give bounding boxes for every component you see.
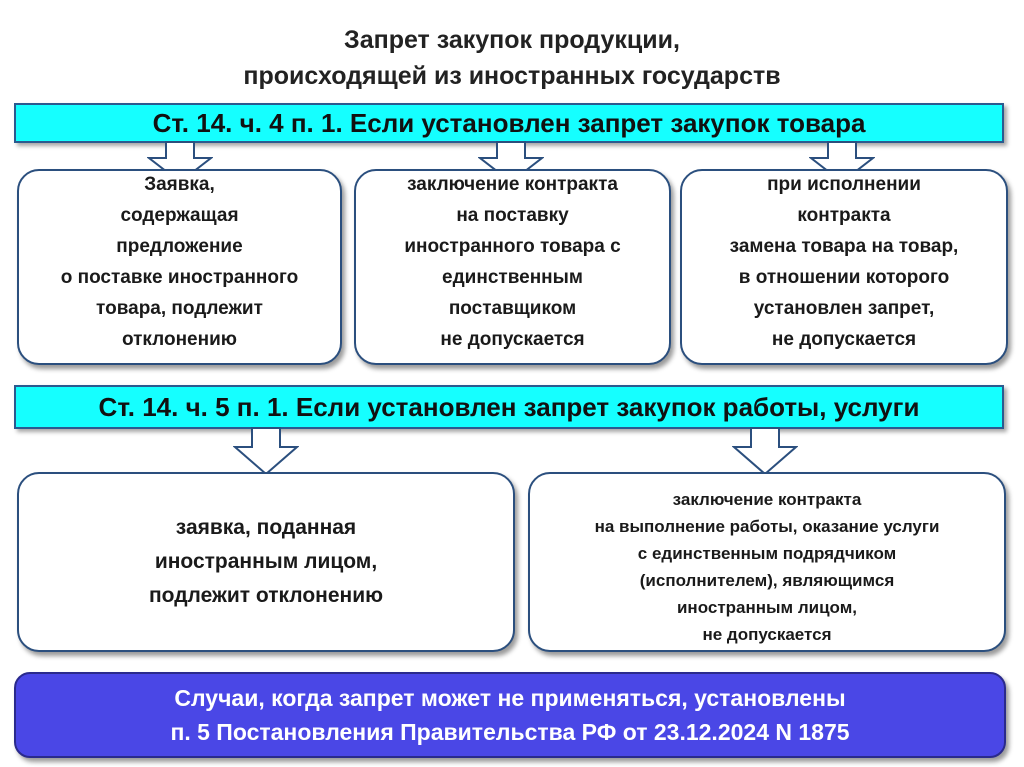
box-line: иностранного товара с xyxy=(404,236,621,257)
exceptions-footer xyxy=(14,672,1006,758)
works-sole-contractor-box xyxy=(528,472,1006,652)
title-line-1: Запрет закупок продукции, xyxy=(344,26,680,54)
works-bid-rejection-box xyxy=(17,472,515,652)
box-line: иностранным лицом, xyxy=(154,550,378,573)
goods-bid-rejection-box xyxy=(17,169,342,365)
box-line: при исполнении xyxy=(767,174,921,195)
box-line: заключение контракта xyxy=(407,174,618,195)
box-line: подлежит отклонению xyxy=(148,584,384,607)
box-line: поставщиком xyxy=(448,298,577,319)
down-arrow-icon xyxy=(732,427,798,475)
box-line: на выполнение работы, оказание услуги xyxy=(594,517,940,536)
box-line: Заявка, xyxy=(144,174,215,195)
box-line: иностранным лицом, xyxy=(676,598,857,617)
box-line: предложение xyxy=(116,236,243,257)
box-line: отклонению xyxy=(121,329,237,350)
box-line: заявка, поданная xyxy=(175,516,357,539)
box-line: заключение контракта xyxy=(672,490,862,509)
box-line: установлен запрет, xyxy=(753,298,935,319)
goods-sole-supplier-box xyxy=(354,169,671,365)
box-line: не допускается xyxy=(702,625,832,644)
box-line: товара, подлежит xyxy=(96,298,263,319)
box-line: о поставке иностранного xyxy=(60,267,299,288)
box-line: контракта xyxy=(797,205,891,226)
box-line: не допускается xyxy=(771,329,917,350)
box-line: содержащая xyxy=(120,205,239,226)
goods-replacement-box xyxy=(680,169,1008,365)
works-ban-banner: Ст. 14. ч. 5 п. 1. Если установлен запрет закупок работы, услуги xyxy=(14,385,1004,429)
box-line: с единственным подрядчиком xyxy=(637,544,897,563)
goods-ban-banner: Ст. 14. ч. 4 п. 1. Если установлен запрет закупок товара xyxy=(14,103,1004,143)
box-line: в отношении которого xyxy=(738,267,950,288)
box-line: единственным xyxy=(442,267,583,288)
title-line-2: происходящей из иностранных государств xyxy=(243,62,781,90)
diagram-title xyxy=(0,22,1024,94)
box-line: не допускается xyxy=(440,329,585,350)
footer-line-1: Случаи, когда запрет может не применяться, установлены xyxy=(174,685,846,711)
box-line: (исполнителем), являющимся xyxy=(639,571,895,590)
footer-line-2: п. 5 Постановления Правительства РФ от 23.12.2024 N 1875 xyxy=(170,719,850,745)
down-arrow-icon xyxy=(233,427,299,475)
box-line: замена товара на товар, xyxy=(729,236,959,257)
box-line: на поставку xyxy=(456,205,569,226)
